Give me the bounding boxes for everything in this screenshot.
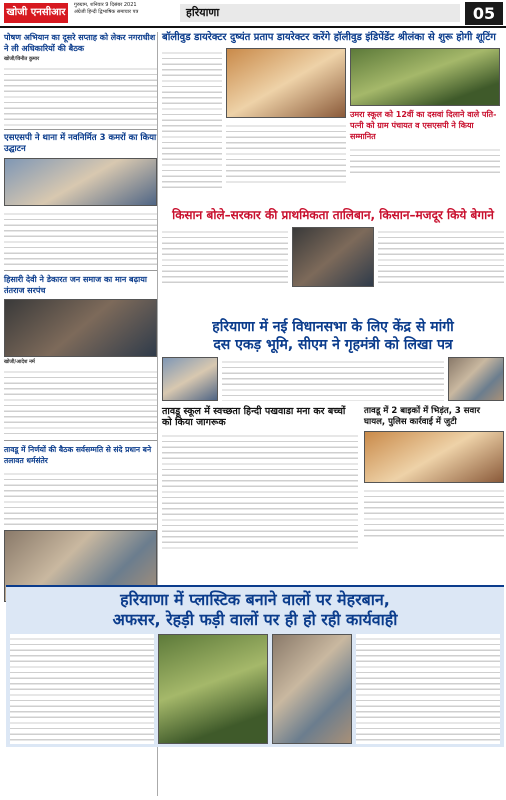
story-ssp xyxy=(4,133,157,267)
story-tavdu-accident-headline: तावडू में 2 बाइकों में भिड़ंत, 3 सवार घायल, पुलिस कार्रवाई में जुटी xyxy=(364,406,480,427)
story-assembly xyxy=(162,318,504,551)
story-tavdu-accident-photo xyxy=(364,431,504,483)
story-kisan-body xyxy=(162,227,288,287)
story-hisari-photo xyxy=(4,299,157,357)
story-poshan-headline: पोषण अभियान का दूसरे सप्ताह को लेकर नगराधीश ने ली अधिकारियों की बैठक xyxy=(4,33,156,53)
story-ssp-body xyxy=(4,209,157,267)
story-bollywood-photo xyxy=(226,48,346,118)
story-tavdu-meeting-body xyxy=(4,469,157,527)
story-plastic-photo-1 xyxy=(158,634,268,744)
story-tavdu-meeting xyxy=(4,444,157,602)
story-poshan-byline: खोजी/विनीत कुमार xyxy=(4,56,40,62)
story-hisari-headline: हिसारी देवी ने डेकारत जन समाज का मान बढ़ाया तंतराज सरपंच xyxy=(4,275,147,295)
story-tavdu-school-body xyxy=(162,431,358,551)
story-assembly-body xyxy=(222,357,444,401)
umra-school-headline: उमरा स्कूल को 12वीं का दसवां दिलाने वाले पति- पत्नी को ग्राम पंचायत व एसएसपी ने किया सम्मानित xyxy=(350,110,497,141)
story-kisan-photo xyxy=(292,227,374,287)
issue-date: गुरुग्राम, शनिवार 9 दिसंबर 2021 xyxy=(74,2,137,8)
story-bollywood xyxy=(162,32,504,188)
divider xyxy=(4,440,157,441)
story-plastic-headline-1: हरियाणा में प्लास्टिक बनाने वालों पर मेहरबान, xyxy=(120,590,390,609)
story-plastic-headline-2: अफसर, रेहड़ी फड़ी वालों पर ही हो रही कार्यवाही xyxy=(112,610,398,629)
issue-info xyxy=(74,2,138,16)
story-kisan-headline: किसान बोले–सरकार की प्राथमिकता तालिबान, किसान–मजदूर किये बेगाने xyxy=(172,208,494,222)
divider xyxy=(4,270,157,271)
story-tavdu-meeting-headline: तावडू में निर्णयों की बैठक सर्वसम्मति से संदे प्रधान बने तलावत धर्मसंतेर xyxy=(4,445,152,465)
story-hisari-byline: खोजी/आदेश नर्म xyxy=(4,359,35,365)
divider xyxy=(4,129,157,130)
publication-logo: खोजी एनसीआर xyxy=(4,3,68,23)
issue-tagline: अंग्रेजी हिन्दी द्विभाषिक समाचार पत्र xyxy=(74,9,139,15)
story-ssp-photo xyxy=(4,158,157,206)
story-plastic xyxy=(6,585,504,747)
story-plastic-body xyxy=(10,634,154,744)
masthead xyxy=(0,0,506,28)
story-hisari xyxy=(4,274,157,437)
story-bollywood-body xyxy=(162,48,222,188)
story-poshan-body xyxy=(4,64,157,126)
story-kisan xyxy=(162,208,504,287)
page-number: 05 xyxy=(465,2,503,25)
section-title: हरियाणा xyxy=(180,4,460,22)
story-bollywood-headline: बॉलीवुड डायरेक्टर दुष्यंत प्रताप डायरेक्टर करेंगे हॉलीवुड इंडिपेंडेंट श्रीलंका से शुरू होगी शूटिंग xyxy=(162,32,496,43)
story-poshan xyxy=(4,32,157,126)
umra-school-photo xyxy=(350,48,500,106)
story-ssp-headline: एसएसपी ने थाना में नवनिर्मित 3 कमरों का किया उद्घाटन xyxy=(4,133,157,154)
story-tavdu-school-headline: तावडू स्कूल में स्वच्छता हिन्दी पखवाडा मना कर बच्चों को किया जागरूक xyxy=(162,406,346,428)
story-plastic-photo-2 xyxy=(272,634,352,744)
story-assembly-headline-2: दस एकड़ भूमि, सीएम ने गृहमंत्री को लिखा पत्र xyxy=(213,337,453,353)
story-assembly-photo xyxy=(162,357,218,401)
story-hisari-body xyxy=(4,367,157,437)
story-assembly-headline-1: हरियाणा में नई विधानसभा के लिए केंद्र से मांगी xyxy=(212,319,454,335)
